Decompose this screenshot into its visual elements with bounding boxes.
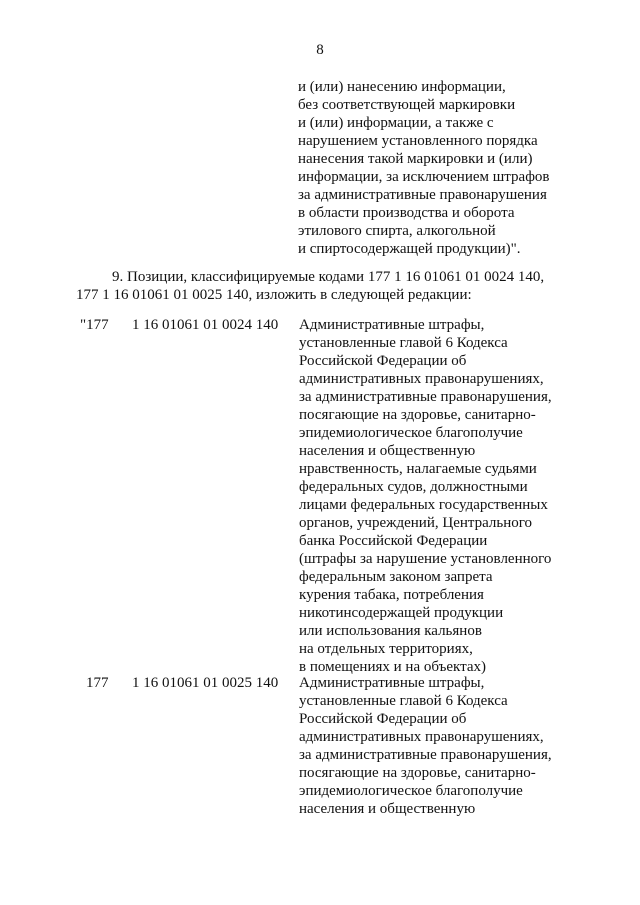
description-line: Российской Федерации об: [299, 353, 467, 369]
description-line: установленные главой 6 Кодекса: [299, 693, 508, 709]
description-line: административных правонарушениях,: [299, 371, 544, 387]
row-description: [299, 674, 552, 818]
admin-code: "177: [80, 317, 109, 333]
description-line: эпидемиологическое благополучие: [299, 783, 523, 799]
description-line: никотинсодержащей продукции: [299, 605, 504, 621]
amendment-paragraph: [76, 268, 576, 304]
text-line: информации, за исключением штрафов: [298, 169, 550, 185]
description-line: населения и общественную: [299, 801, 476, 817]
text-line: этилового спирта, алкогольной: [298, 223, 496, 239]
description-line: банка Российской Федерации: [299, 533, 488, 549]
admin-code: 177: [86, 675, 109, 691]
description-line: или использования кальянов: [299, 623, 482, 639]
description-line: федеральным законом запрета: [299, 569, 493, 585]
description-line: Российской Федерации об: [299, 711, 467, 727]
description-line: нравственность, налагаемые судьями: [299, 461, 537, 477]
kbk-code: 1 16 01061 01 0024 140: [132, 317, 279, 333]
text-line: и (или) информации, а также с: [298, 115, 494, 131]
description-line: эпидемиологическое благополучие: [299, 425, 523, 441]
description-line: установленные главой 6 Кодекса: [299, 335, 508, 351]
description-line: (штрафы за нарушение установленного: [299, 551, 552, 567]
text-line: и спиртосодержащей продукции)".: [298, 241, 521, 257]
text-line: за административные правонарушения: [298, 187, 547, 203]
description-line: лицами федеральных государственных: [299, 497, 548, 513]
row-description: [299, 316, 552, 676]
paragraph-line: 177 1 16 01061 01 0025 140, изложить в следующей редакции:: [76, 287, 472, 303]
description-line: за административные правонарушения,: [299, 747, 552, 763]
description-line: на отдельных территориях,: [299, 641, 473, 657]
description-line: посягающие на здоровье, санитарно-: [299, 765, 536, 781]
description-line: федеральных судов, должностными: [299, 479, 528, 495]
description-line: за административные правонарушения,: [299, 389, 552, 405]
text-line: нанесения такой маркировки и (или): [298, 151, 533, 167]
description-line: Административные штрафы,: [299, 317, 485, 333]
text-line: и (или) нанесению информации,: [298, 79, 506, 95]
description-line: органов, учреждений, Центрального: [299, 515, 533, 531]
description-line: административных правонарушениях,: [299, 729, 544, 745]
paragraph-line: 9. Позиции, классифицируемые кодами 177 1 16 01061 01 0024 140,: [112, 269, 545, 285]
description-line: населения и общественную: [299, 443, 476, 459]
kbk-code: 1 16 01061 01 0025 140: [132, 675, 279, 691]
page-number: 8: [316, 42, 324, 58]
description-line: посягающие на здоровье, санитарно-: [299, 407, 536, 423]
description-line: Административные штрафы,: [299, 675, 485, 691]
previous-table-continuation: [298, 78, 550, 258]
description-line: в помещениях и на объектах): [299, 659, 487, 675]
text-line: без соответствующей маркировки: [298, 97, 516, 113]
description-line: курения табака, потребления: [299, 587, 484, 603]
text-line: нарушением установленного порядка: [298, 133, 538, 149]
text-line: в области производства и оборота: [298, 205, 515, 221]
